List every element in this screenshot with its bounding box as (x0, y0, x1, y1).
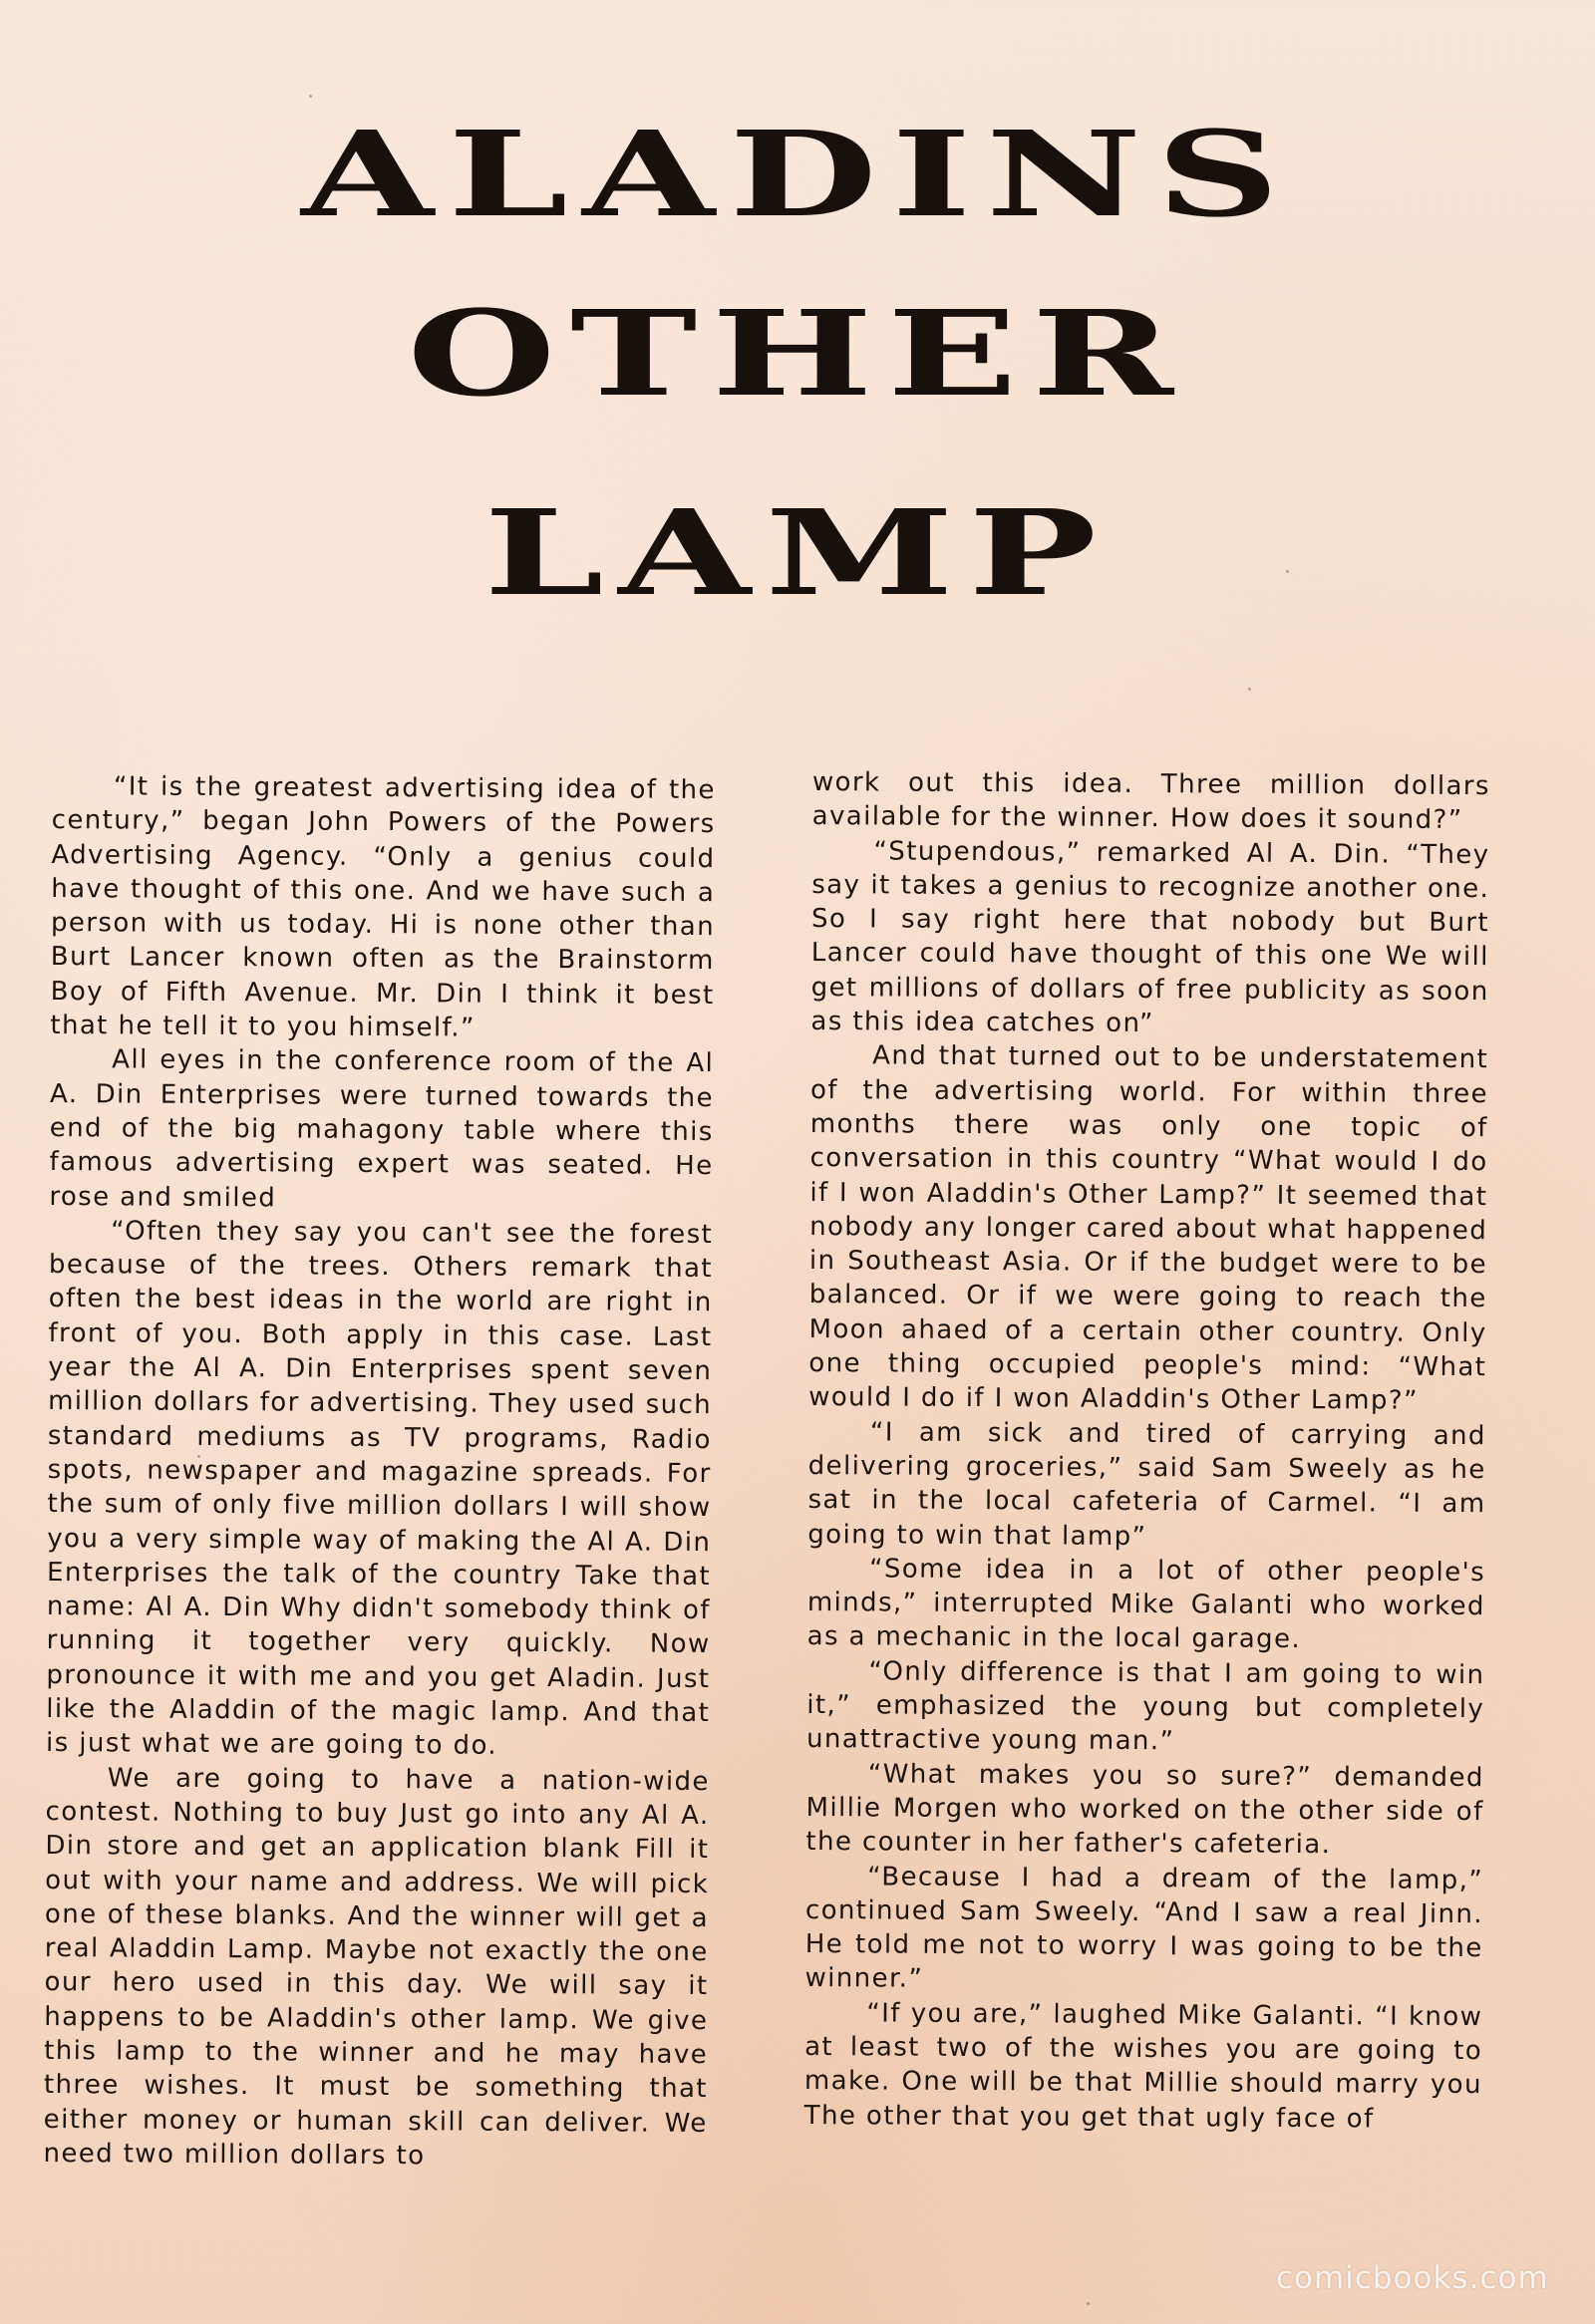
paragraph: “Only difference is that I am going to win it,” emphasized the young but completely unattractive young man.” (805, 1656, 1485, 1757)
paper-speck (1286, 570, 1289, 573)
paragraph: We are going to have a nation-wide contest. Nothing to buy Just go into any Al A. Din store and get an application blank Fill it out with your name and address. We will pick one of these blanks. And the winner will get a real Aladdin Lamp. Maybe not exactly the one our hero used in this day. We will say it happens to be Aladdin's other lamp. We give this lamp to the winner and he may have three wishes. It must be something that either money or human skill can deliver. We need two million dollars to (43, 1762, 710, 2172)
left-text-column (43, 769, 716, 2175)
paper-speck (1087, 2302, 1090, 2305)
paragraph: “It is the greatest advertising idea of the century,” began John Powers of the Powers Advertising Agency. “Only a genius could have thought of this one. And we have such a person with us today. Hi is none other than Burt Lancer known often as the Brainstorm Boy of Fifth Avenue. Mr. Din I think it best that he tell it to you himself.” (50, 771, 716, 1043)
title-line-1: ALADINS (301, 105, 1294, 243)
title-line-2: OTHER (407, 284, 1188, 423)
paragraph: “Often they say you can't see the forest because of the trees. Others remark that often the best ideas in the world are right in front of you. Both apply in this case. Last year the Al A. Din Enterprises spent seven million dollars for advertising. They used such standard mediums as TV programs, Radio spots, newspaper and magazine spreads. For the sum of only five million dollars I will show you a very simple way of making the Al A. Din Enterprises the talk of the country Take that name: Al A. Din Why didn't somebody think of running it together very quickly. Now pronounce it with me and you get Aladin. Just like the Aladdin of the magic lamp. And that is just what we are going to do. (45, 1216, 714, 1762)
paragraph: “I am sick and tired of carrying and delivering groceries,” said Sam Sweely as he sat in the local cafeteria of Carmel. “I am going to win that lamp” (807, 1417, 1486, 1552)
paper-speck (1248, 688, 1251, 691)
source-watermark: comicbooks.com (1276, 2260, 1549, 2296)
paragraph: “Because I had a dream of the lamp,” continued Sam Sweely. “And I saw a real Jinn. He told me not to worry I was going to be the winner.” (804, 1861, 1484, 1995)
paragraph: “Some idea in a lot of other people's minds,” interrupted Mike Galanti who worked as a mechanic in the local garage. (806, 1554, 1486, 1655)
paper-speck (197, 1455, 200, 1458)
paragraph-continuation: work out this idea. Three million dollars available for the winner. How does it sound?” (811, 766, 1490, 836)
paragraph: “If you are,” laughed Mike Galanti. “I know at least two of the wishes you are going to make. One will be that Millie should marry you The other that you get that ugly face of (803, 1998, 1483, 2135)
paragraph: “What makes you so sure?” demanded Millie Morgen who worked on the other side of the counter in her father's cafeteria. (805, 1758, 1484, 1861)
title-line-3: LAMP (483, 483, 1112, 622)
paragraph: And that turned out to be understatement of the advertising world. For within three months there was only one topic of conversation in this country “What would I do if I won Aladdin's Other Lamp?” It seemed that nobody any longer cared about what happened in Southeast Asia. Or if the budget were to be balanced. Or if we were going to reach the Moon ahaed of a certain other country. Only one thing occupied people's mind: “What would I do if I won Aladdin's Other Lamp?” (808, 1040, 1489, 1417)
right-text-column (804, 765, 1490, 2137)
paragraph: “Stupendous,” remarked Al A. Din. “They say it takes a genius to recognize another one. So I say right here that nobody but Burt Lancer could have thought of this one We will get millions of dollars of free publicity as soon as this idea catches on” (810, 835, 1490, 1039)
paragraph: All eyes in the conference room of the Al A. Din Enterprises were turned towards the end of the big mahagony table where this famous advertising expert was seated. He rose and smiled (49, 1044, 715, 1213)
paper-speck (309, 95, 312, 98)
